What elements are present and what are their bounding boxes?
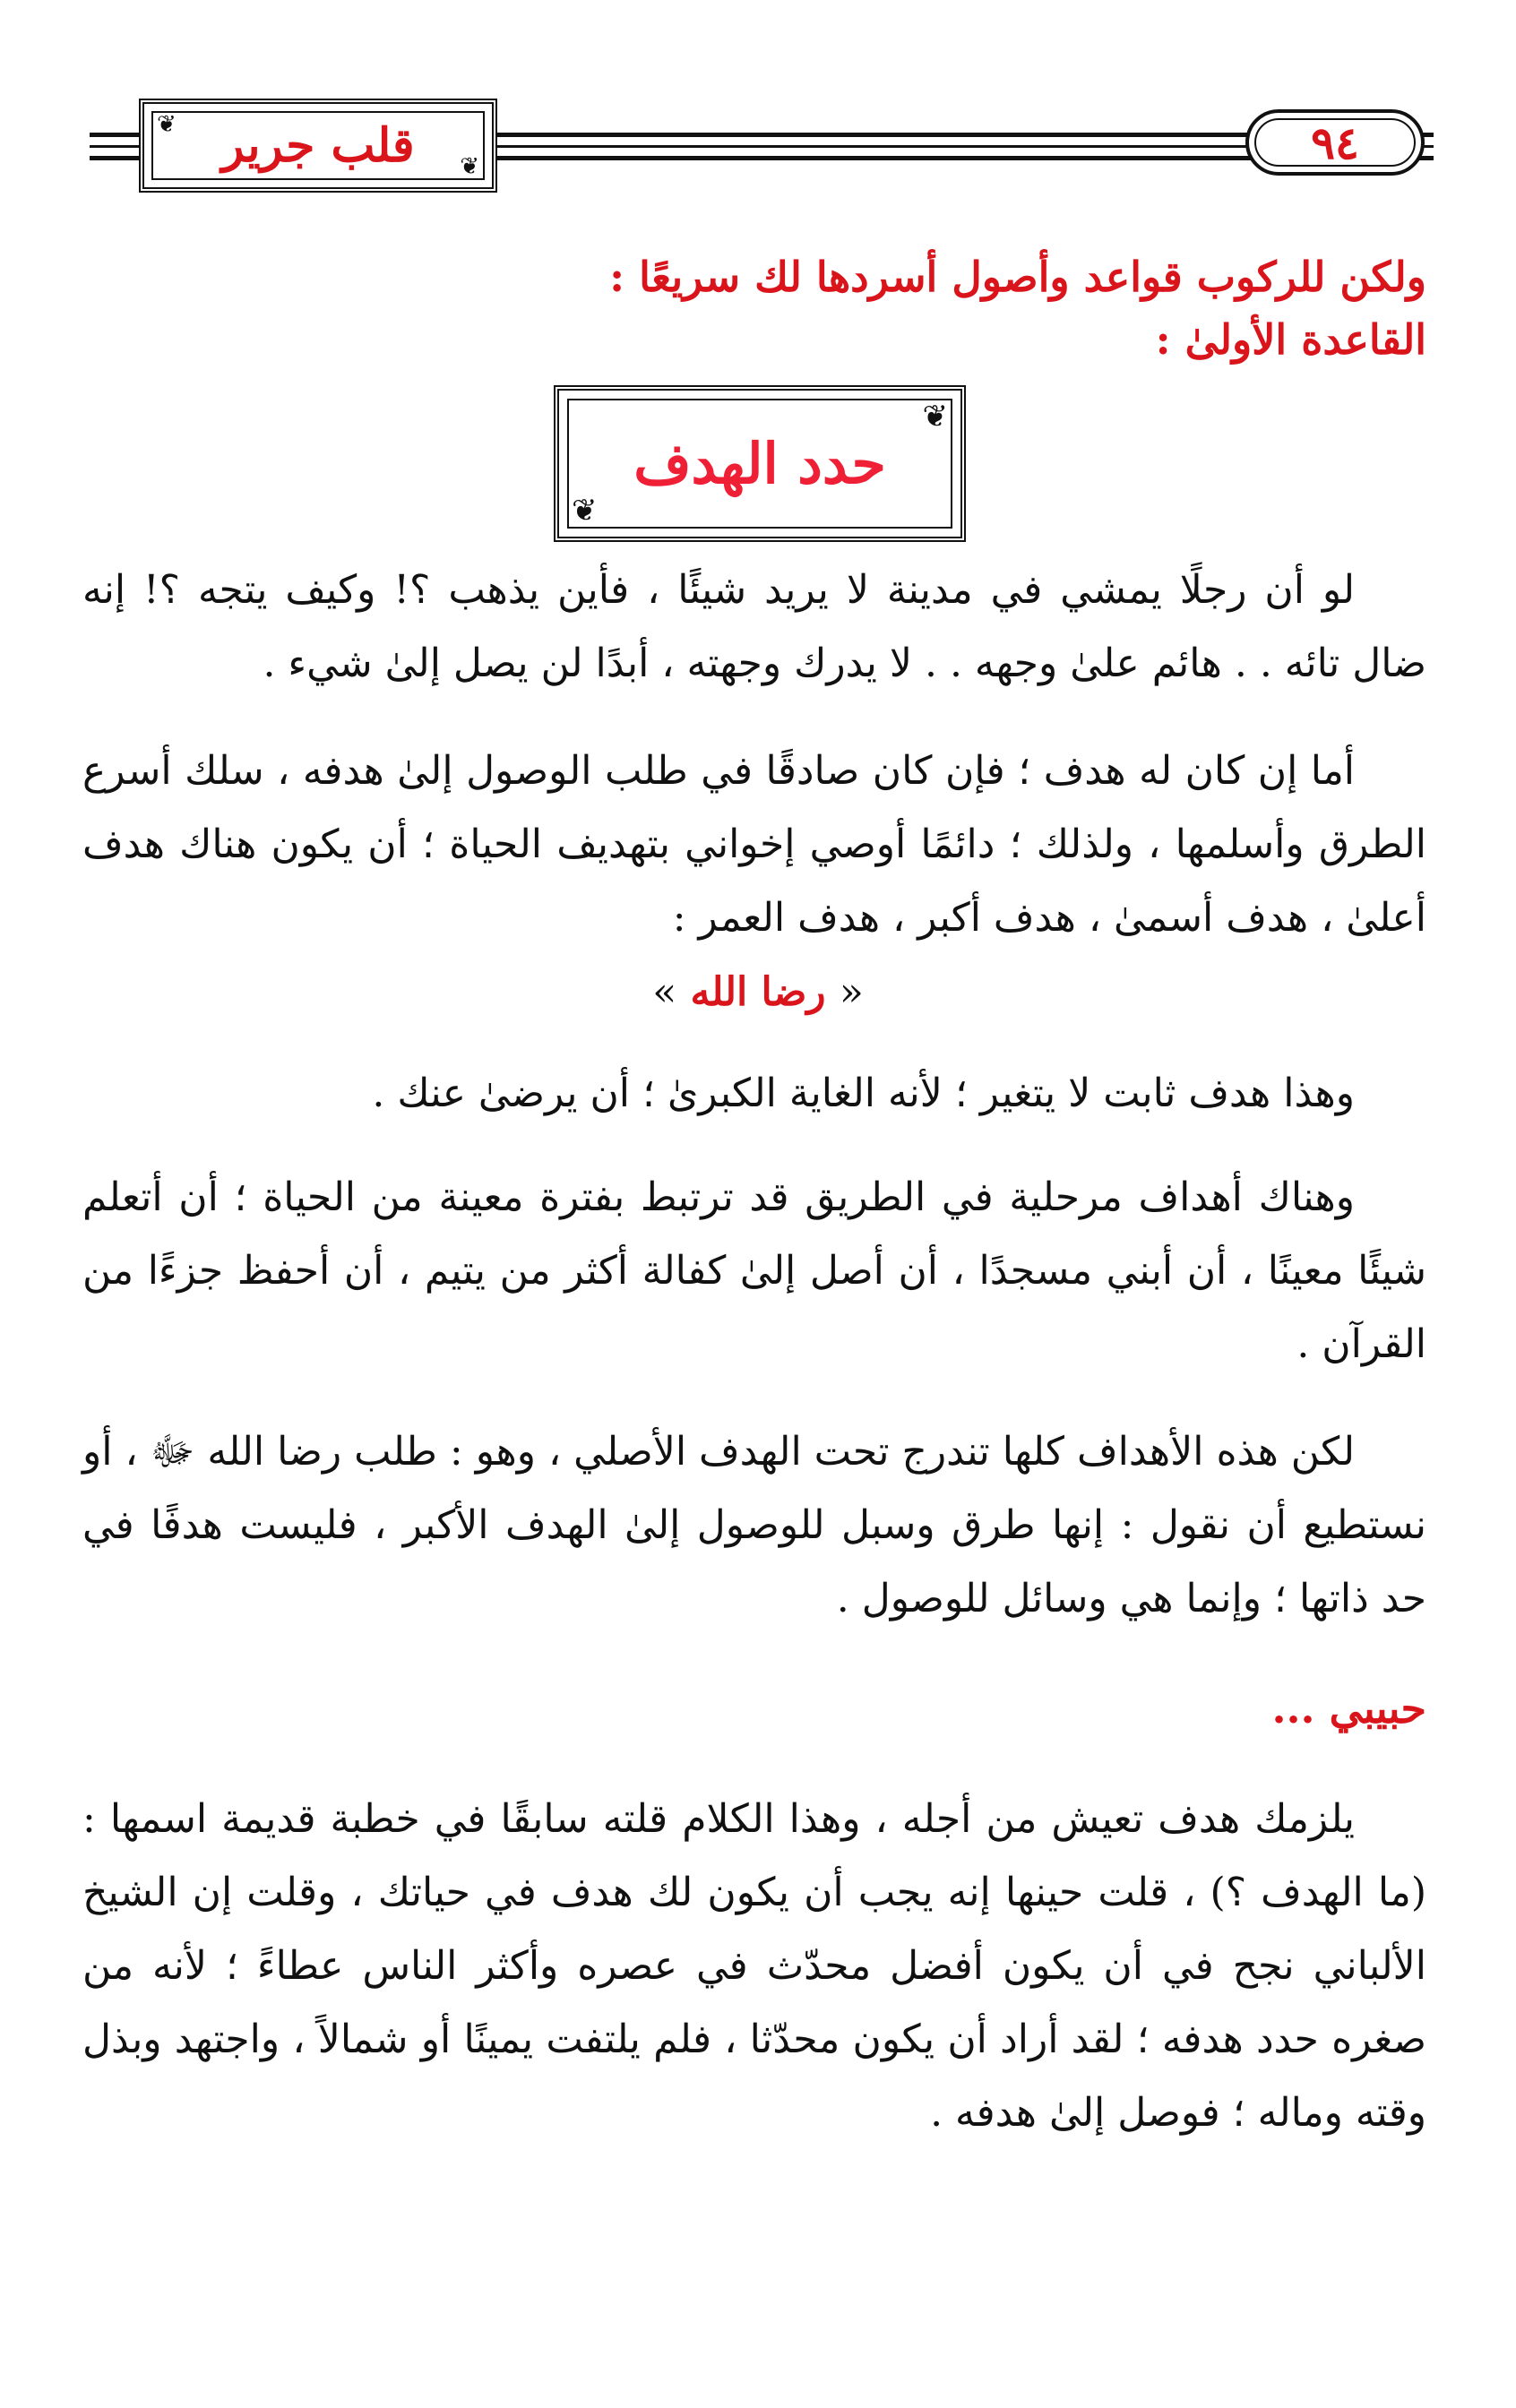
paragraph: يلزمك هدف تعيش من أجله ، وهذا الكلام قلته سابقًا في خطبة قديمة اسمها : (ما الهدف ؟) ، قلت حينها إنه يجب أن يكون لك هدف في حياتك ، وقلت إن الشيخ الألباني نجح في أن يكون أفضل محدّث في عصره وأكثر الناس عطاءً ؛ لأنه من صغره حدد هدفه ؛ لقد أراد أن يكون محدّثا ، فلم يلتفت يمينًا أو شمالاً ، واجتهد وبذل وقته وماله ؛ فوصل إلىٰ هدفه . bbox=[82, 1796, 1427, 2136]
paragraph: وهذا هدف ثابت لا يتغير ؛ لأنه الغاية الكبرىٰ ؛ أن يرضىٰ عنك . bbox=[372, 1071, 1355, 1116]
quote-open-mark: « bbox=[839, 969, 864, 1015]
paragraph: أما إن كان له هدف ؛ فإن كان صادقًا في طلب الوصول إلىٰ هدفه ، سلك أسرع الطرق وأسلمها ، ولذلك ؛ دائمًا أوصي إخواني بتهديف الحياة ؛ أن يكون هناك هدف أعلىٰ ، هدف أسمىٰ ، هدف أكبر ، هدف العمر : bbox=[82, 748, 1426, 941]
paragraph: لو أن رجلًا يمشي في مدينة لا يريد شيئًا ، فأين يذهب ؟! وكيف يتجه ؟! إنه ضال تائه . . هائم علىٰ وجهه . . لا يدرك وجهته ، أبدًا لن يصل إلىٰ شيء . bbox=[82, 567, 1426, 686]
rule-title: حدد الهدف bbox=[633, 431, 886, 496]
rule-title-frame bbox=[554, 385, 966, 542]
quote-text: رضا الله bbox=[690, 969, 826, 1015]
intro-line: ولكن للركوب قواعد وأصول أسردها لك سريعًا : bbox=[609, 253, 1426, 301]
corner-ornament-icon: ❦ bbox=[922, 399, 948, 434]
page-number: ٩٤ bbox=[1311, 116, 1359, 169]
paragraph: وهناك أهداف مرحلية في الطريق قد ترتبط بفترة معينة من الحياة ؛ أن أتعلم شيئًا معينًا ، أن أبني مسجدًا ، أن أصل إلىٰ كفالة أكثر من يتيم ، أن أحفظ جزءًا من القرآن . bbox=[82, 1174, 1426, 1367]
corner-ornament-icon: ❦ bbox=[157, 111, 177, 138]
highlighted-quote bbox=[0, 969, 1516, 1015]
paragraph: لكن هذه الأهداف كلها تندرج تحت الهدف الأصلي ، وهو : طلب رضا الله ﷻ ، أو نستطيع أن نقول : إنها طرق وسبل للوصول إلىٰ الهدف الأكبر ، فليست هدفًا في حد ذاتها ؛ وإنما هي وسائل للوصول . bbox=[82, 1429, 1426, 1621]
page-header bbox=[90, 90, 1434, 206]
quote-close-mark: » bbox=[652, 969, 677, 1015]
corner-ornament-icon: ❦ bbox=[460, 153, 479, 180]
running-title: قلب جرير bbox=[221, 118, 415, 173]
running-title-frame bbox=[139, 99, 497, 193]
rule-heading: القاعدة الأولىٰ : bbox=[1155, 315, 1426, 364]
corner-ornament-icon: ❦ bbox=[572, 493, 598, 529]
subheading: حبيبي ... bbox=[1271, 1684, 1426, 1733]
page-number-frame bbox=[1245, 109, 1425, 176]
